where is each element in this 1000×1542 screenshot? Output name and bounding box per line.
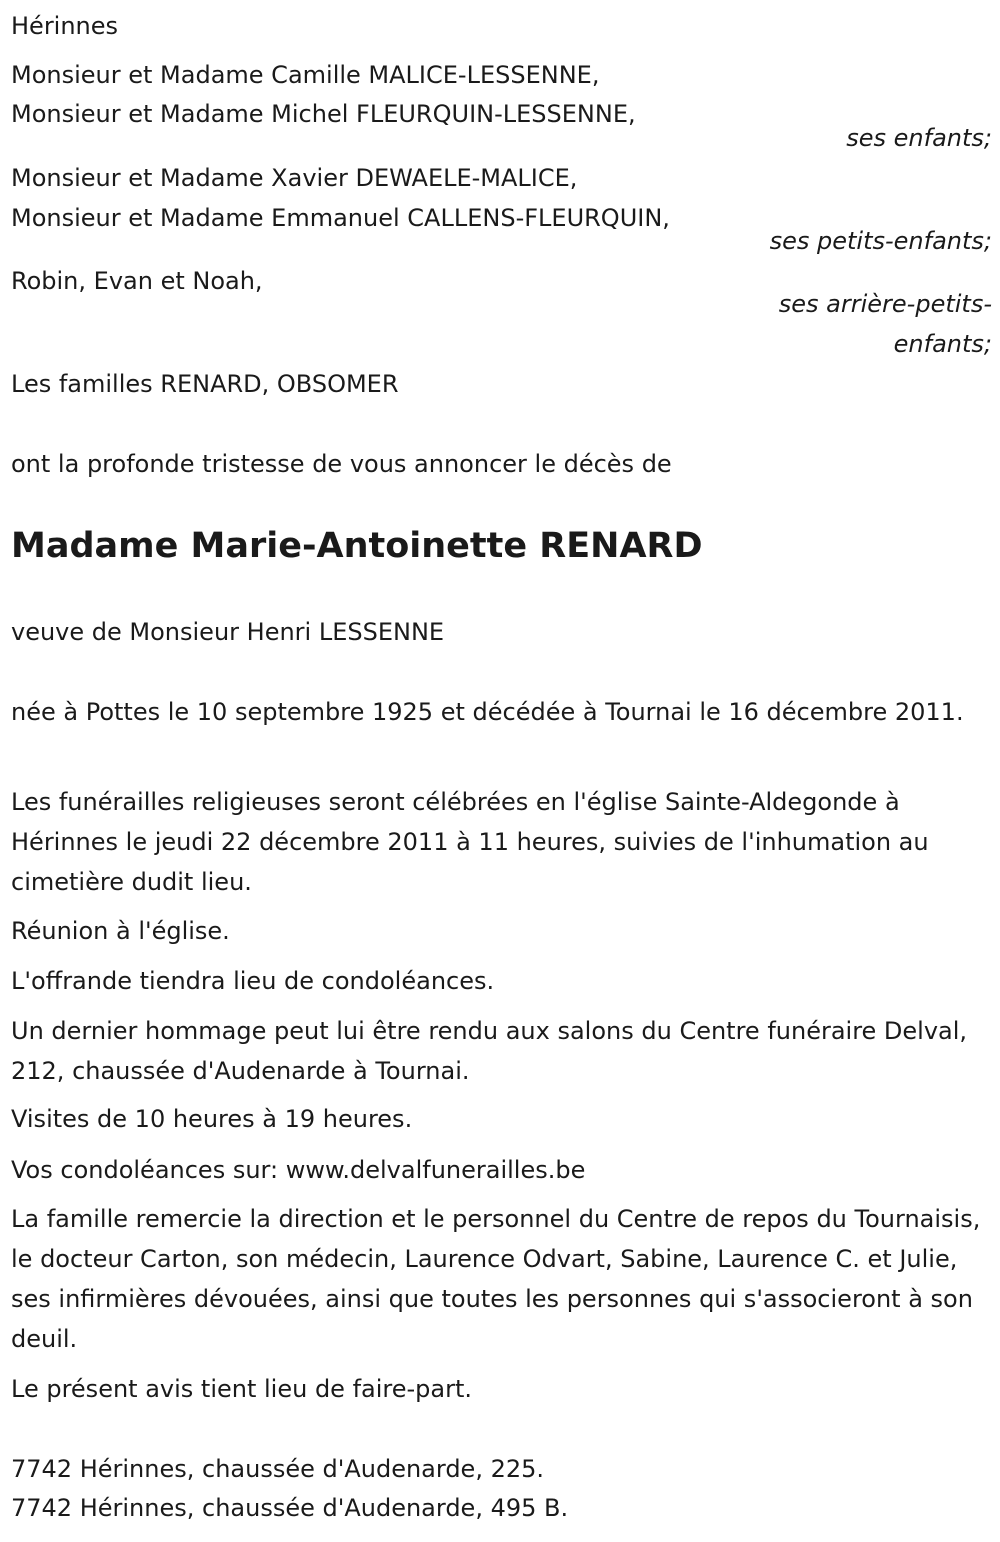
tribute-paragraph: Un dernier hommage peut lui être rendu aux salons du Centre funéraire Delval, 212, chaussée d'Audenarde à Tournai. (11, 1017, 968, 1085)
great-grandchildren-label-2: enfants; (893, 330, 992, 358)
children-label: ses enfants; (846, 124, 992, 152)
meeting-line: Réunion à l'église. (11, 917, 230, 945)
grandchildren-label: ses petits-enfants; (769, 227, 992, 255)
address-line-2: 7742 Hérinnes, chaussée d'Audenarde, 495 B. (11, 1494, 569, 1522)
town-header: Hérinnes (11, 12, 119, 40)
funeral-service-paragraph: Les funérailles religieuses seront célébrées en l'église Sainte-Aldegonde à Hérinnes le jeudi 22 décembre 2011 à 11 heures, suivies de l'inhumation au cimetière dudit lieu. (11, 788, 929, 896)
thanks-paragraph: La famille remercie la direction et le personnel du Centre de repos du Tournaisis, le docteur Carton, son médecin, Laurence Odvart, Sabine, Laurence C. et Julie, ses infirmières dévouées, ainsi que toutes les personnes qui s'associeront à son deuil. (11, 1205, 981, 1353)
announcement-text: ont la profonde tristesse de vous annoncer le décès de (11, 450, 672, 478)
great-grandchildren-line: Robin, Evan et Noah, (11, 267, 263, 295)
address-line-1: 7742 Hérinnes, chaussée d'Audenarde, 225. (11, 1455, 545, 1483)
great-grandchildren-label-1: ses arrière-petits- (778, 290, 992, 318)
deceased-name: Madame Marie-Antoinette RENARD (11, 526, 703, 566)
offering-line: L'offrande tiendra lieu de condoléances. (11, 967, 495, 995)
grandchild-line-1: Monsieur et Madame Xavier DEWAELE-MALICE, (11, 164, 578, 192)
condolences-line: Vos condoléances sur: www.delvalfunerailles.be (11, 1156, 586, 1184)
widow-of-line: veuve de Monsieur Henri LESSENNE (11, 618, 445, 646)
child-line-2: Monsieur et Madame Michel FLEURQUIN-LESSENNE, (11, 100, 636, 128)
birth-death-paragraph: née à Pottes le 10 septembre 1925 et décédée à Tournai le 16 décembre 2011. (11, 698, 964, 726)
families-line: Les familles RENARD, OBSOMER (11, 370, 399, 398)
child-line-1: Monsieur et Madame Camille MALICE-LESSENNE, (11, 61, 600, 89)
notice-line: Le présent avis tient lieu de faire-part. (11, 1375, 473, 1403)
visits-line: Visites de 10 heures à 19 heures. (11, 1105, 413, 1133)
grandchild-line-2: Monsieur et Madame Emmanuel CALLENS-FLEURQUIN, (11, 204, 670, 232)
